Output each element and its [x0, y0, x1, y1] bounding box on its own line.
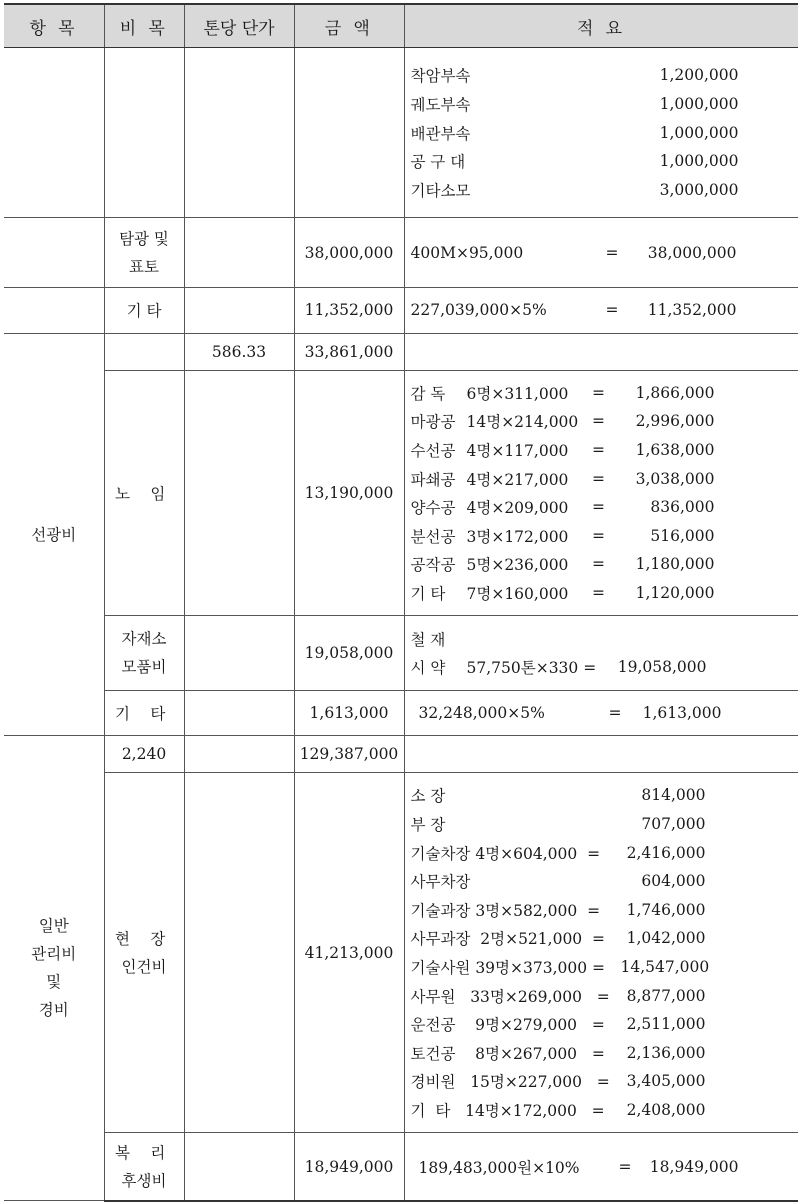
note-line: 배관부속 1,000,000 [410, 123, 739, 143]
unit-price-cell [184, 288, 294, 334]
table-row [4, 370, 798, 616]
header-subitem: 비 목 [104, 4, 184, 48]
subitem-cell: 복 리 후생비 [104, 1133, 184, 1201]
unit-price-cell [184, 370, 294, 616]
note-cell: 감 독 6명×311,000 = 1,866,000 마광공 14명×214,000 = 2,996,000 수선공 4명×117,000 = 1,638,000 파쇄공 4명×217,000 = 3,038,000 양수공 4명×209,000 = 836,000 분선공 3명×172,000 = 516,000 공작공 5명×236,000 = 1,180,000 기 타 7명×160,000 = 1,120,000 [404, 370, 798, 616]
table-row [4, 773, 798, 1133]
unit-price-cell [184, 1133, 294, 1201]
note-cell: 400M×95,000 = 38,000,000 [404, 218, 798, 288]
header-note: 적 요 [404, 4, 798, 48]
item-cell [4, 218, 104, 288]
subitem-cell: 기 타 [104, 288, 184, 334]
amount-cell: 19,058,000 [294, 616, 404, 690]
amount-cell: 38,000,000 [294, 218, 404, 288]
table-row [4, 288, 798, 334]
header-row [4, 4, 798, 48]
note-cell [404, 333, 798, 370]
subitem-cell: 노 임 [104, 370, 184, 616]
item-cell: 선광비 [4, 333, 104, 736]
amount-cell: 13,190,000 [294, 370, 404, 616]
note-line: 공 구 대 1,000,000 [410, 152, 739, 172]
table-row [4, 736, 798, 773]
subitem-cell [104, 48, 184, 218]
note-cell: 32,248,000×5% = 1,613,000 [404, 690, 798, 736]
unit-price-cell [184, 736, 294, 773]
subitem-cell: 현 장 인건비 [104, 773, 184, 1133]
note-cell: 철 재 시 약 57,750톤×330 = 19,058,000 [404, 616, 798, 690]
amount-cell [294, 48, 404, 218]
note-cell [404, 736, 798, 773]
note-line: 기타소모 3,000,000 [410, 180, 739, 200]
subitem-cell: 2,240 [104, 736, 184, 773]
note-cell: 소 장 814,000 부 장 707,000 기술차장 4명×604,000 = 2,416,000 사무차장 604,000 기술과장 3명×582,000 = 1,746,000 사무과장 2명×521,000 = 1,042,000 기술사원 39명×373,000 = 14,547,000 사무원 33명×269,000 = 8,877,000 운전공 9명×279,000 = 2,511,000 토건공 8명×267,000 = 2,136,000 경비원 15명×227,000 = 3,405,000 기 타 14명×172,000 = 2,408,000 [404, 773, 798, 1133]
subitem-cell: 자재소 모품비 [104, 616, 184, 690]
unit-price-cell [184, 690, 294, 736]
unit-price-cell [184, 48, 294, 218]
table-row [4, 1133, 798, 1201]
table-row [4, 48, 798, 218]
header-unit-price: 톤당 단가 [184, 4, 294, 48]
note-cell: 227,039,000×5% = 11,352,000 [404, 288, 798, 334]
amount-cell: 11,352,000 [294, 288, 404, 334]
unit-price-cell [184, 773, 294, 1133]
amount-cell: 1,613,000 [294, 690, 404, 736]
unit-price-cell [184, 616, 294, 690]
table-row [4, 218, 798, 288]
unit-price-cell: 586.33 [184, 333, 294, 370]
header-amount: 금 액 [294, 4, 404, 48]
note-line: 궤도부속 1,000,000 [410, 94, 739, 114]
table-row [4, 616, 798, 690]
amount-cell: 41,213,000 [294, 773, 404, 1133]
subitem-cell: 탐광 및 표토 [104, 218, 184, 288]
subitem-cell: 기 타 [104, 690, 184, 736]
table-row [4, 333, 798, 370]
amount-cell: 33,861,000 [294, 333, 404, 370]
header-item: 항 목 [4, 4, 104, 48]
note-cell [404, 48, 798, 218]
item-cell [4, 48, 104, 218]
amount-cell: 18,949,000 [294, 1133, 404, 1201]
table-row [4, 690, 798, 736]
cost-table [4, 3, 798, 1202]
item-cell: 일반 관리비 및 경비 [4, 736, 104, 1201]
item-cell [4, 288, 104, 334]
note-line: 착암부속 1,200,000 [410, 66, 739, 86]
unit-price-cell [184, 218, 294, 288]
subitem-cell [104, 333, 184, 370]
amount-cell: 129,387,000 [294, 736, 404, 773]
note-cell: 189,483,000원×10% = 18,949,000 [404, 1133, 798, 1201]
